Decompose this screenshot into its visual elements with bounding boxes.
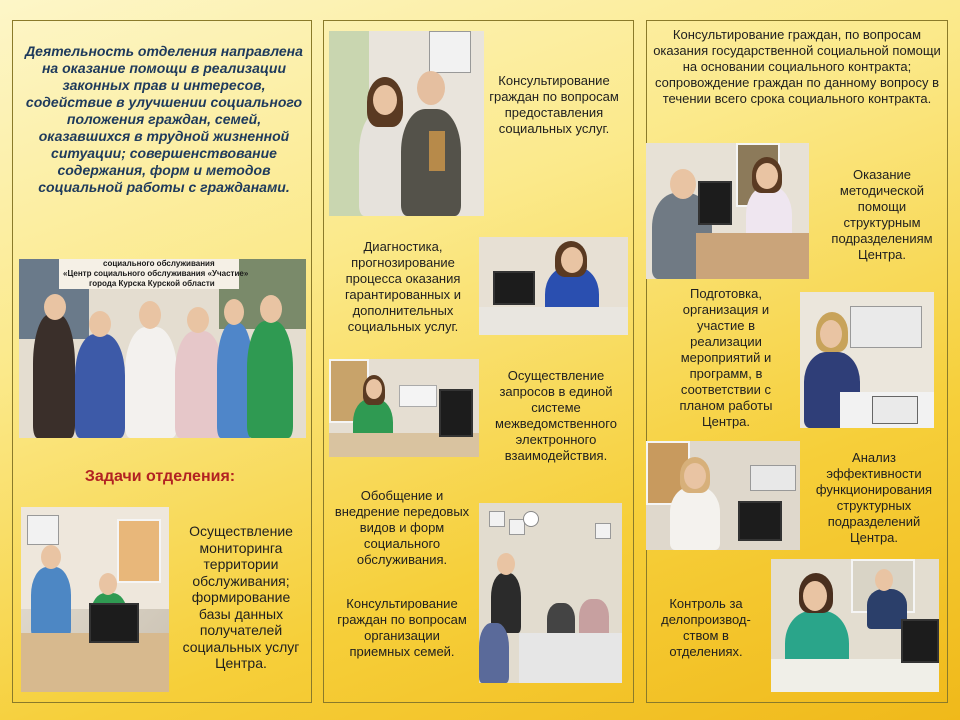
records-control-photo (771, 559, 939, 692)
events-photo (800, 292, 934, 428)
banner-line-1: социального обслуживания (103, 259, 215, 268)
department-intro: Деятельность отделения направлена на оказание помощи в реализации законных прав и интересов, содействие в улучшении социального положения граждан, семей, оказавшихся в трудной жизненной ситуации; совершенствование содержания, форм и методов социальной работы с гражданами. (25, 43, 303, 195)
task-monitoring: Осуществление мониторинга территории обслуживания; формирование базы данных получателей социальных услуг Центра. (182, 523, 300, 671)
middle-item-4: Обобщение и внедрение передовых видов и форм социального обслуживания. (334, 488, 470, 567)
monitoring-photo (21, 507, 169, 692)
middle-item-5: Консультирование граждан по вопросам организации приемных семей. (337, 596, 467, 659)
middle-item-2: Диагностика, прогнозирование процесса оказания гарантированных и дополнительных социальных услуг. (344, 239, 462, 334)
right-item-5: Контроль за делопроизвод-ством в отделениях. (661, 596, 751, 659)
right-item-2: Оказание методической помощи структурным подразделениям Центра. (831, 167, 933, 262)
center-banner (59, 259, 249, 289)
banner-line-3: города Курска Курской области (89, 279, 215, 288)
consulting-photo (329, 31, 484, 216)
group-photo (19, 259, 306, 438)
tasks-title: Задачи отделения: (84, 468, 236, 485)
best-practices-photo (479, 503, 622, 683)
interagency-photo (329, 359, 479, 457)
right-item-1: Консультирование граждан, по вопросам оказания государственной социальной помощи на основании социального контракта; сопровождение граждан по данному вопросу в течении всего срока социального контракта. (653, 27, 941, 106)
diagnostics-photo (479, 237, 628, 335)
banner-line-2: «Центр социального обслуживания «Участие» (63, 269, 249, 278)
right-item-3: Подготовка, организация и участие в реализации мероприятий и программ, в соответствии с планом работы Центра. (679, 286, 773, 429)
middle-item-1: Консультирование граждан по вопросам предоставления социальных услуг. (489, 73, 619, 136)
social-contract-photo (646, 143, 809, 279)
analysis-photo (646, 441, 800, 550)
right-item-4: Анализ эффективности функционирования структурных подразделений Центра. (815, 450, 933, 545)
middle-item-3: Осуществление запросов в единой системе межведомственного электронного взаимодействия. (495, 368, 617, 463)
